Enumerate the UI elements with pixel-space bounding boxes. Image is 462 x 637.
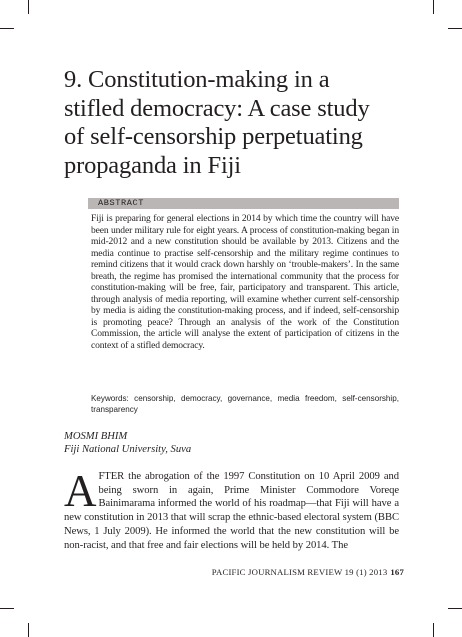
crop-mark-bottom-left-horizontal [0,608,14,609]
abstract-label: ABSTRACT [98,198,145,208]
body-paragraph [64,466,399,552]
abstract-header-bar [88,198,399,209]
crop-mark-top-left-horizontal [0,28,14,29]
journal-name: PACIFIC JOURNALISM REVIEW 19 (1) 2013 [211,567,388,577]
page-number: 167 [390,567,404,577]
crop-mark-top-right-horizontal [448,28,462,29]
crop-mark-bottom-right-horizontal [448,608,462,609]
title-line: propaganda in Fiji [64,151,241,179]
crop-mark-top-left [28,0,29,14]
body-text: FTER the abrogation of the 1997 Constitution on 10 April 2009 and being sworn in again, Prime Minister Commodore Voreqe Bainimarama informed the world of his roadmap—that Fiji will have a new constitution in 2013 that will scrap the ethnic-based electoral system (BBC News, 1 July 2009). He informed the world that the new constitution will be non-racist, and that free and fair elections will be held by 2014. The [64,471,399,551]
article-title [64,66,404,180]
drop-cap: A [64,466,97,516]
title-line: stifled democracy: A case study [64,94,370,122]
keywords: Keywords: censorship, democracy, governance, media freedom, self-censorship, transparency [91,394,399,414]
author-name: MOSMI BHIM [64,431,128,442]
title-line: 9. Constitution-making in a [64,66,330,93]
abstract-text: Fiji is preparing for general elections in 2014 by which time the country will have been under military rule for eight years. A process of constitution-making began in mid-2012 and a new constitution should be available by 2013. Citizens and the media continue to practise self-censorship and the military regime continues to remind citizens that it would crack down harshly on ‘trouble-makers’. In the same breath, the regime has promised the international community that the process for constitution-making will be free, fair, participatory and transparent. This article, through analysis of media reporting, will examine whether current self-censorship by media is aiding the constitution-making process, and if indeed, self-censorship is promoting peace? Through an analysis of the work of the Constitution Commission, the article will analyse the extent of participation of citizens in the context of a stifled democracy. [91,213,399,352]
author-affiliation: Fiji National University, Suva [64,444,192,455]
crop-mark-bottom-right [433,623,434,637]
crop-mark-bottom-left [28,623,29,637]
title-line: of self-censorship perpetuating [64,123,363,151]
page-footer [212,567,404,578]
crop-mark-top-right [433,0,434,14]
